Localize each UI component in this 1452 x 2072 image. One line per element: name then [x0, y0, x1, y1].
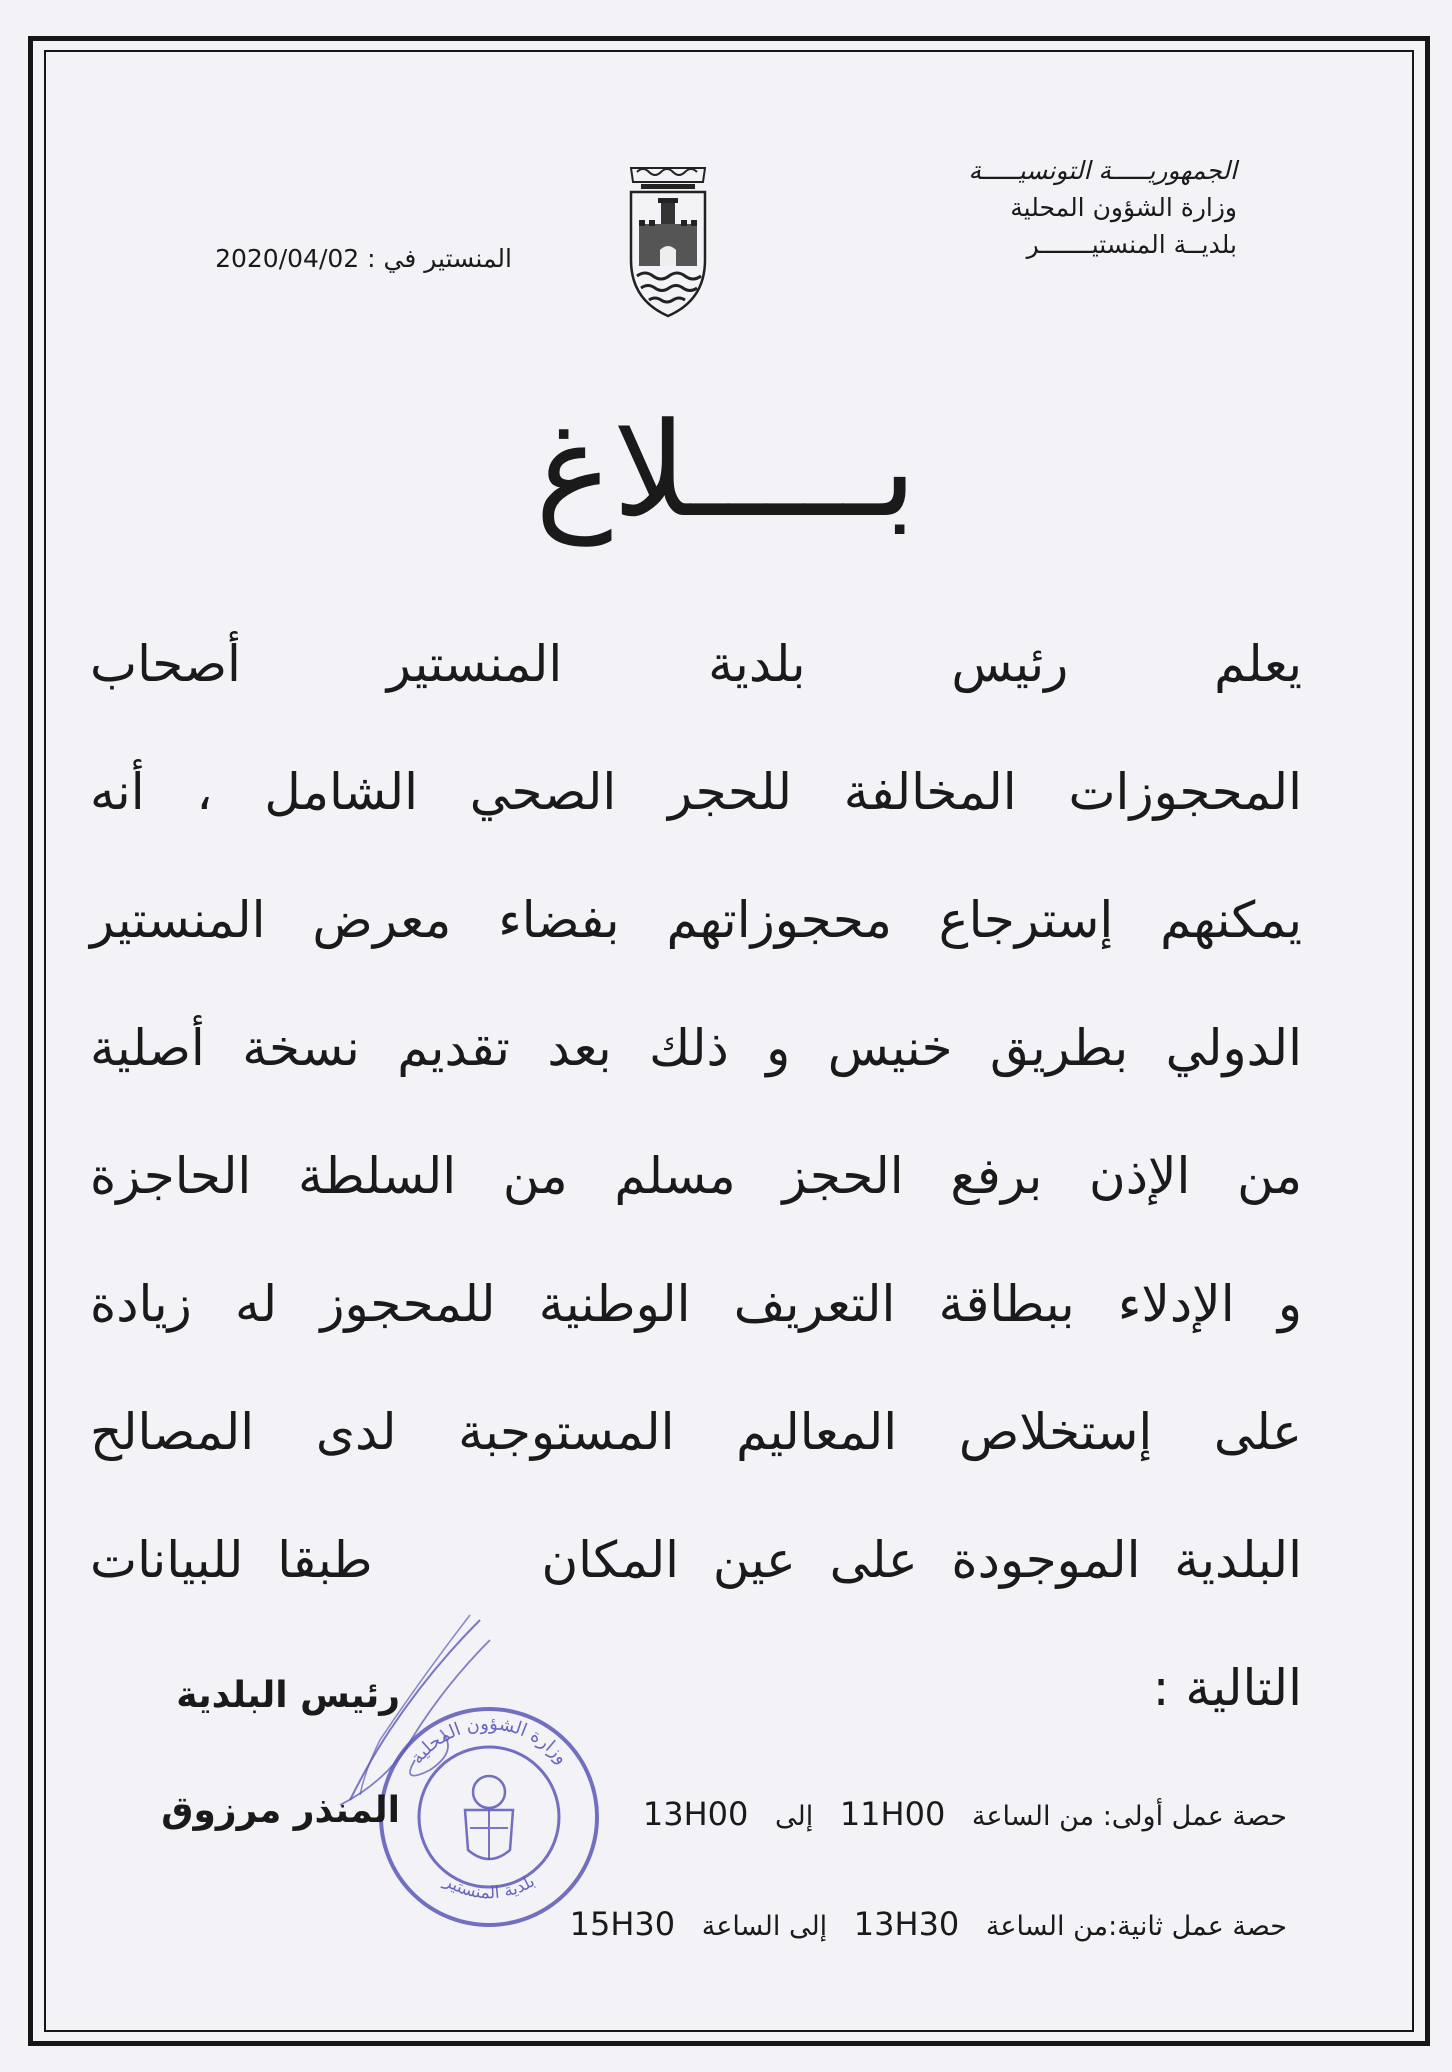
- body-line: البلدية الموجودة على عين المكان طبقا للبيانات: [90, 1531, 1302, 1589]
- date-prefix: المنستير في :: [367, 244, 512, 273]
- stamp-bottom-text: بلدية المنستير: [440, 1871, 539, 1904]
- mayor-name: المنذر مرزوق: [161, 1790, 400, 1831]
- work-session-1: [387, 1795, 1287, 1833]
- municipality-line: بلديــة المنستيـــــــر: [1026, 230, 1237, 259]
- work-session-2: [387, 1905, 1287, 1943]
- session-1-to: 13H00: [642, 1795, 749, 1833]
- body-line: المحجوزات المخالفة للحجر الصحي الشامل ، أنه: [90, 763, 1302, 821]
- mayor-title: رئيس البلدية: [176, 1675, 400, 1716]
- session-1-label: حصة عمل أولى: من الساعة: [971, 1801, 1287, 1832]
- session-2-label: حصة عمل ثانية:من الساعة: [985, 1911, 1287, 1942]
- session-2-to: 15H30: [569, 1905, 676, 1943]
- body-line: الدولي بطريق خنيس و ذلك بعد تقديم نسخة أصلية: [90, 1019, 1302, 1077]
- republic-line: الجمهوريـــــة التونسيـــــة: [968, 156, 1237, 185]
- notice-title: بـــــلاغ: [535, 394, 917, 546]
- date-line: [152, 244, 512, 273]
- session-2-from: 13H30: [853, 1905, 960, 1943]
- body-line: من الإذن برفع الحجز مسلم من السلطة الحاجزة: [90, 1147, 1302, 1205]
- body-line: التالية :: [1152, 1659, 1302, 1717]
- notice-body: [90, 600, 1302, 1752]
- stamp-top-text: وزارة الشؤون المحلية: [406, 1713, 573, 1769]
- session-1-from: 11H00: [839, 1795, 946, 1833]
- body-line: و الإدلاء ببطاقة التعريف الوطنية للمحجوز له زيادة: [90, 1275, 1302, 1333]
- body-line: على إستخلاص المعاليم المستوجبة لدى المصالح: [90, 1403, 1302, 1461]
- body-line: يعلم رئيس بلدية المنستير أصحاب: [90, 635, 1302, 693]
- session-1-middle: إلى: [774, 1801, 814, 1832]
- letterhead: [817, 152, 1237, 263]
- body-line: يمكنهم إسترجاع محجوزاتهم بفضاء معرض المنستير: [90, 891, 1302, 949]
- ministry-line: وزارة الشؤون المحلية: [1010, 193, 1237, 222]
- session-2-middle: إلى الساعة: [701, 1911, 828, 1942]
- municipality-crest-logo: [627, 160, 709, 320]
- date-value: 2020/04/02: [215, 244, 360, 273]
- svg-text:بلدية المنستير: [440, 1871, 539, 1903]
